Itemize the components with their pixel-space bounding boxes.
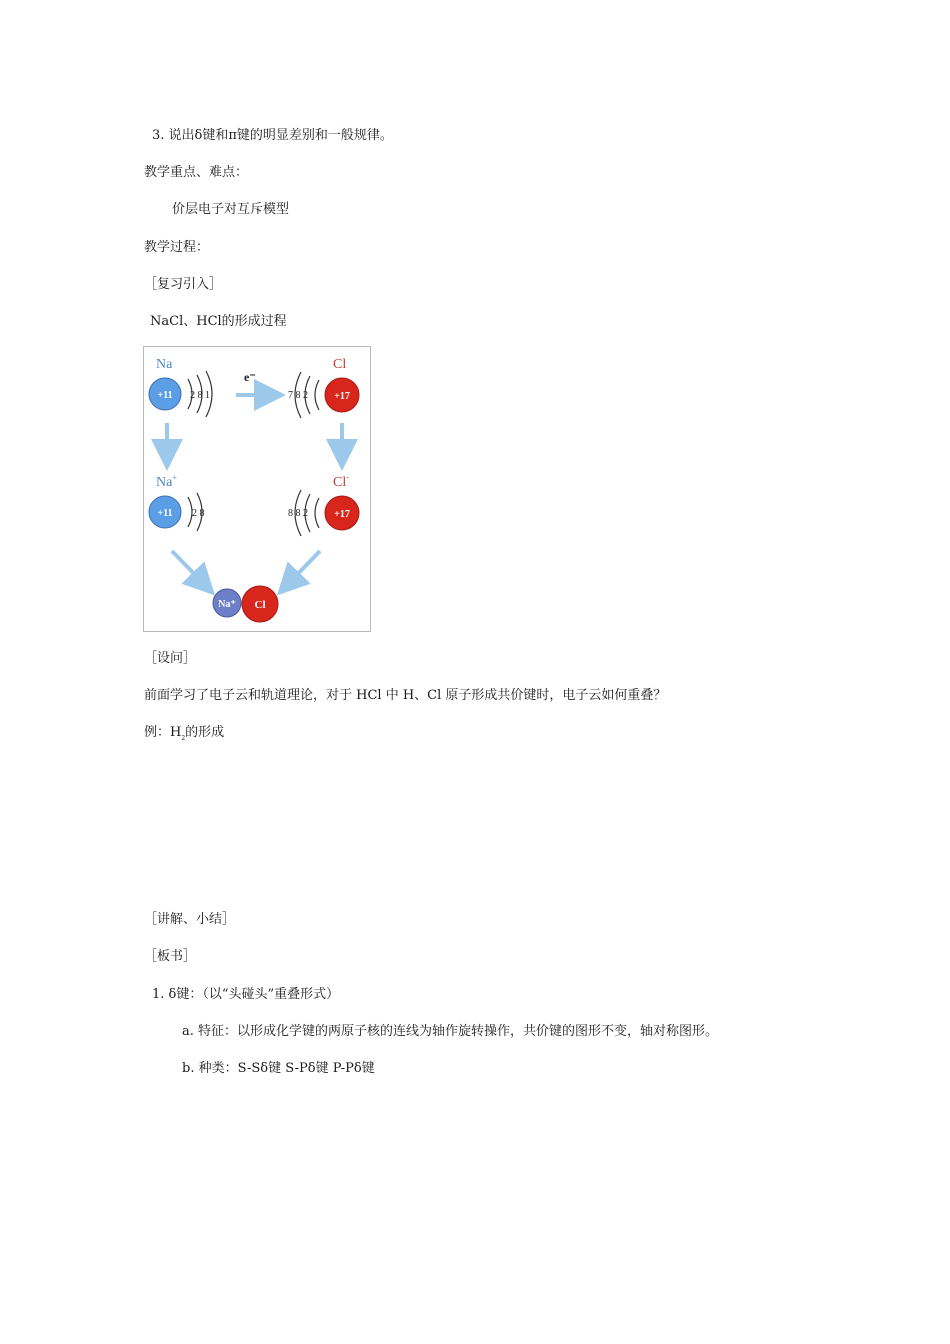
example-h2: 例：$H_2$的形成 (144, 725, 225, 742)
cl-ion-to-product-arrow (288, 551, 320, 584)
sigma-bond-types: b. 种类：S-Sδ键 S-Pδ键 P-Pδ键 (182, 1061, 375, 1076)
cl-ion-label: Cl- (333, 473, 349, 490)
na-ion-shell-electrons: 2 8 (192, 508, 205, 519)
na-ion-nucleus-charge: +11 (157, 508, 173, 519)
na-nucleus-charge: +11 (157, 390, 173, 401)
cl-nucleus-charge: +17 (334, 391, 350, 402)
sigma-bond-feature: a. 特征：以形成化学键的两原子核的连线为轴作旋转操作，共价键的图形不变，轴对称图形。 (182, 1024, 719, 1039)
question-text: 前面学习了电子云和轨道理论，对于 HCl 中 H、Cl 原子形成共价键时，电子云如何重叠？ (144, 688, 667, 703)
electron-label: e⁻ (244, 370, 256, 384)
figure-caption: NaCl、HCl的形成过程 (150, 314, 287, 329)
review-intro-label: ［复习引入］ (144, 277, 223, 292)
explanation-label: ［讲解、小结］ (144, 912, 236, 927)
question-label: ［设问］ (144, 651, 197, 666)
na-ion-label: Na+ (156, 473, 177, 490)
nacl-formation-diagram (143, 346, 371, 632)
cl-shell-electrons: 7 8 2 (288, 390, 308, 401)
na-ion-to-product-arrow (172, 551, 204, 584)
na-atom-label: Na (156, 357, 173, 372)
cl-atom-label: Cl (333, 357, 347, 372)
process-heading: 教学过程： (144, 240, 210, 255)
cl-ion-nucleus-charge: +17 (334, 509, 350, 520)
blackboard-label: ［板书］ (144, 949, 197, 964)
key-points-heading: 教学重点、难点： (144, 165, 249, 180)
cl-ion-shell-electrons: 8 8 2 (288, 508, 308, 519)
product-cl-label: Cl (254, 599, 266, 611)
sigma-bond-heading: 1. δ键：（以“头碰头”重叠形式） (152, 987, 340, 1002)
product-na-label: Na⁺ (218, 599, 236, 610)
key-point-item: 价层电子对互斥模型 (172, 202, 290, 217)
na-shell-electrons: 2 8 1 (190, 390, 210, 401)
objective-3: 3. 说出δ键和π键的明显差别和一般规律。 (152, 128, 393, 143)
